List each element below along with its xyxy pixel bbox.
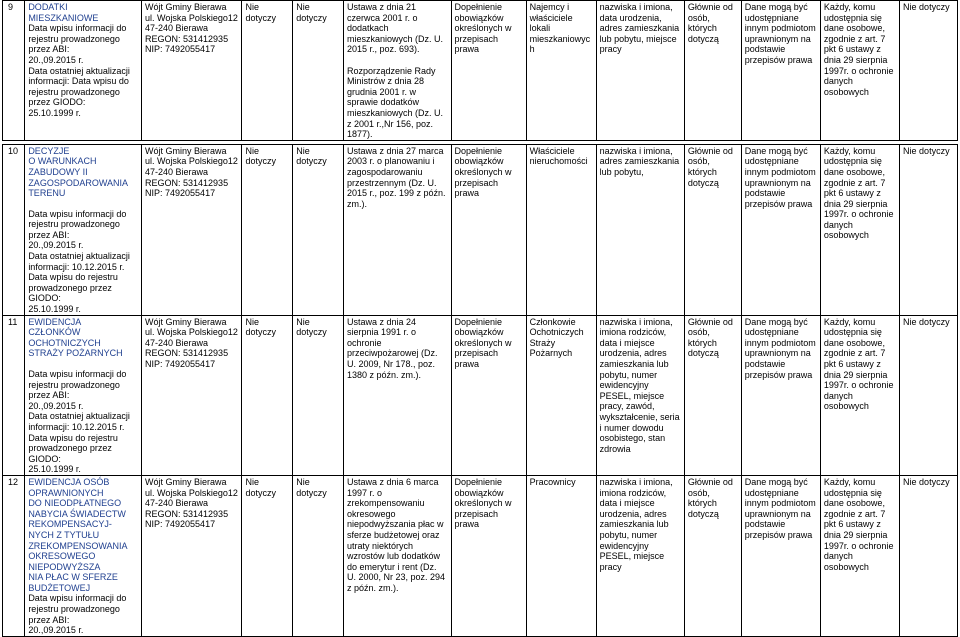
representative-cell: Nie dotyczy <box>242 475 293 636</box>
administrator-cell: Wójt Gminy Bierawa ul. Wojska Polskiego12 47-240 Bierawa REGON: 531412935 NIP: 7492055417 <box>142 315 242 475</box>
purpose-cell: Dopełnienie obowiązków określonych w przepisach prawa <box>451 144 526 315</box>
purpose-cell: Dopełnienie obowiązków określonych w przepisach prawa <box>451 315 526 475</box>
access-cell: Każdy, komu udostępnia się dane osobowe, zgodnie z art. 7 pkt 6 ustawy z dnia 29 sierpnia 1997r. o ochronie danych osobowych <box>820 1 899 141</box>
data-source-cell: Głównie od osób, których dotyczą <box>684 475 741 636</box>
register-dates: Data wpisu informacji do rejestru prowadzonego przez ABI: 20.,09.2015 r. Data ostatniej aktualizacji informacji: 10.12.2015 r. Data wpisu do rejestru prowadzonego przez GIODO: 25.10.1999 r. <box>28 369 130 475</box>
recipients-cell: Dane mogą być udostępniane innym podmiotom uprawnionym na podstawie przepisów prawa <box>741 144 820 315</box>
access-cell: Każdy, komu udostępnia się dane osobowe, zgodnie z art. 7 pkt 6 ustawy z dnia 29 sierpnia 1997r. o ochronie danych osobowych <box>820 144 899 315</box>
legal-basis-cell: Ustawa z dnia 27 marca 2003 r. o planowaniu i zagospodarowaniu przestrzennym (Dz. U. 2015 r., poz. 199 z późn. zm.). <box>343 144 451 315</box>
register-name-cell <box>25 475 142 636</box>
data-subjects-cell: Właściciele nieruchomości <box>526 144 596 315</box>
recipients-cell: Dane mogą być udostępniane innym podmiotom uprawnionym na podstawie przepisów prawa <box>741 475 820 636</box>
register-dates: Data wpisu informacji do rejestru prowadzonego przez ABI: 20.,09.2015 r. Data ostatniej aktualizacji informacji: Data wpisu do rejestru prowadzonego przez GIODO: 25.10.1999 r. <box>28 23 130 118</box>
row-number: 11 <box>3 315 25 475</box>
row-number: 10 <box>3 144 25 315</box>
data-subjects-cell: Członkowie Ochotniczych Straży Pożarnych <box>526 315 596 475</box>
processor-cell: Nie dotyczy <box>293 315 344 475</box>
register-title: DECYZJE O WARUNKACH ZABUDOWY II ZAGOSPODAROWANIA TERENU <box>28 145 128 199</box>
table-row <box>3 315 958 475</box>
purpose-cell: Dopełnienie obowiązków określonych w przepisach prawa <box>451 475 526 636</box>
processor-cell: Nie dotyczy <box>293 1 344 141</box>
recipients-cell: Dane mogą być udostępniane innym podmiotom uprawnionym na podstawie przepisów prawa <box>741 315 820 475</box>
representative-cell: Nie dotyczy <box>242 144 293 315</box>
register-name-cell <box>25 315 142 475</box>
legal-basis-cell: Ustawa z dnia 6 marca 1997 r. o zrekompensowaniu okresowego niepodwyższania płac w sferze budżetowej oraz utraty niektórych wzrostów lub dodatków do emerytur i rent (Dz. U. 2000, Nr 23, poz. 294 z późn. zm.). <box>343 475 451 636</box>
data-scope-cell: nazwiska i imiona, data urodzenia, adres zamieszkania lub pobytu, miejsce pracy <box>596 1 684 141</box>
data-scope-cell: nazwiska i imiona, imiona rodziców, data i miejsce urodzenia, adres zamieszkania lub pobytu, numer ewidencyjny PESEL, miejsce pracy, zawód, wykształcenie, seria i numer dowodu osobistego, stan zdrowia <box>596 315 684 475</box>
transfer-cell: Nie dotyczy <box>900 1 958 141</box>
administrator-cell: Wójt Gminy Bierawa ul. Wojska Polskiego12 47-240 Bierawa REGON: 531412935 NIP: 7492055417 <box>142 144 242 315</box>
register-title: DODATKI MIESZKANIOWE <box>28 2 99 23</box>
data-source-cell: Głównie od osób, których dotyczą <box>684 315 741 475</box>
row-number: 9 <box>3 1 25 141</box>
register-name-cell <box>25 1 142 141</box>
transfer-cell: Nie dotyczy <box>900 315 958 475</box>
recipients-cell: Dane mogą być udostępniane innym podmiotom uprawnionym na podstawie przepisów prawa <box>741 1 820 141</box>
data-source-cell: Głównie od osób, których dotyczą <box>684 1 741 141</box>
table-row <box>3 144 958 315</box>
row-number: 12 <box>3 475 25 636</box>
data-scope-cell: nazwiska i imiona, adres zamieszkania lub pobytu, <box>596 144 684 315</box>
register-table <box>2 0 958 637</box>
register-title: EWIDENCJA OSÓB OPRAWNIONYCH DO NIEODPŁATNEGO NABYCIA ŚWIADECTW REKOMPENSACYJ- NYCH Z TYTUŁU ZREKOMPENSOWANIA OKRESOWEGO NIEPODWYŻSZA NIA PŁAC W SFERZE BUDŻETOWEJ <box>28 476 128 593</box>
register-dates: Data wpisu informacji do rejestru prowadzonego przez ABI: 20.,09.2015 r. Data ostatniej aktualizacji informacji: 10.12.2015 r. Data wpisu do rejestru prowadzonego przez GIODO: 25.10.1999 r. <box>28 208 130 315</box>
processor-cell: Nie dotyczy <box>293 144 344 315</box>
table-row <box>3 475 958 636</box>
administrator-cell: Wójt Gminy Bierawa ul. Wojska Polskiego12 47-240 Bierawa REGON: 531412935 NIP: 7492055417 <box>142 1 242 141</box>
transfer-cell: Nie dotyczy <box>900 144 958 315</box>
data-scope-cell: nazwiska i imiona, imiona rodziców, data i miejsce urodzenia, adres zamieszkania lub pobytu, numer ewidencyjny PESEL, miejsce pracy <box>596 475 684 636</box>
administrator-cell: Wójt Gminy Bierawa ul. Wojska Polskiego12 47-240 Bierawa REGON: 531412935 NIP: 7492055417 <box>142 475 242 636</box>
representative-cell: Nie dotyczy <box>242 1 293 141</box>
data-subjects-cell: Pracownicy <box>526 475 596 636</box>
access-cell: Każdy, komu udostępnia się dane osobowe, zgodnie z art. 7 pkt 6 ustawy z dnia 29 sierpnia 1997r. o ochronie danych osobowych <box>820 315 899 475</box>
legal-basis-cell: Ustawa z dnia 24 sierpnia 1991 r. o ochronie przeciwpożarowej (Dz. U. 2009, Nr 178., poz. 1380 z późn. zm.). <box>343 315 451 475</box>
access-cell: Każdy, komu udostępnia się dane osobowe, zgodnie z art. 7 pkt 6 ustawy z dnia 29 sierpnia 1997r. o ochronie danych osobowych <box>820 475 899 636</box>
register-title: EWIDENCJA CZŁONKÓW OCHOTNICZYCH STRAŻY POŻARNYCH <box>28 316 123 359</box>
transfer-cell: Nie dotyczy <box>900 475 958 636</box>
legal-basis-cell: Ustawa z dnia 21 czerwca 2001 r. o dodatkach mieszkaniowych (Dz. U. 2015 r., poz. 693). Rozporządzenie Rady Ministrów z dnia 28 grudnia 2001 r. w sprawie dodatków mieszkaniowych (Dz. U. z 2001 r.,Nr 156, poz. 1877). <box>343 1 451 141</box>
register-dates: Data wpisu informacji do rejestru prowadzonego przez ABI: 20.,09.2015 r. <box>28 593 127 636</box>
data-subjects-cell: Najemcy i właściciele lokali mieszkaniowych <box>526 1 596 141</box>
table-row <box>3 1 958 141</box>
data-source-cell: Głównie od osób, których dotyczą <box>684 144 741 315</box>
processor-cell: Nie dotyczy <box>293 475 344 636</box>
register-name-cell <box>25 144 142 315</box>
representative-cell: Nie dotyczy <box>242 315 293 475</box>
purpose-cell: Dopełnienie obowiązków określonych w przepisach prawa <box>451 1 526 141</box>
